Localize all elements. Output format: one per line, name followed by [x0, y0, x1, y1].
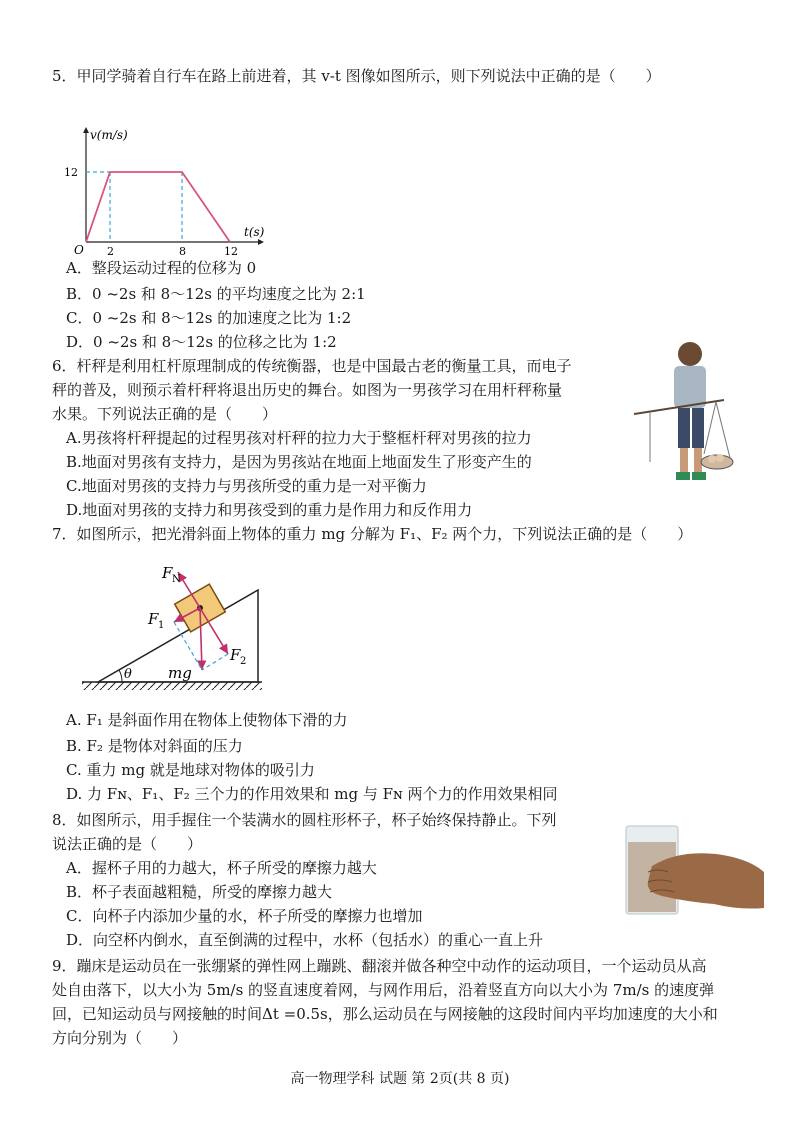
q6-option-b: B.地面对男孩有支持力，是因为男孩站在地面上地面发生了形变产生的: [66, 453, 532, 471]
q7-option-a: A. F₁ 是斜面作用在物体上使物体下滑的力: [66, 711, 348, 729]
fn-subscript: N: [172, 574, 181, 585]
q6-option-c: C.地面对男孩的支持力与男孩所受的重力是一对平衡力: [66, 477, 427, 495]
q8-stem-line-2: 说法正确的是（ ）: [52, 835, 203, 853]
q8-option-a: A．握杯子用的力越大，杯子所受的摩擦力越大: [66, 859, 377, 877]
x-tick-label-0: 2: [107, 245, 114, 258]
q9-stem-line-4: 方向分别为（ ）: [52, 1029, 188, 1047]
q9-stem-line-2: 处自由落下，以大小为 5m/s 的竖直速度着网，与网作用后，沿着竖直方向以大小为 7m/s 的速度弹: [52, 981, 715, 999]
q6-option-a: A.男孩将杆秤提起的过程男孩对杆秤的拉力大于整框杆秤对男孩的拉力: [66, 429, 532, 447]
vt-chart: [56, 86, 306, 260]
incline-force-diagram: [78, 560, 278, 700]
f2-subscript: 2: [240, 656, 247, 667]
q7-option-d: D. 力 Fɴ、F₁、F₂ 三个力的作用效果和 mg 与 Fɴ 两个力的作用效果相同: [66, 785, 558, 803]
q9-stem-line-1: 9．蹦床是运动员在一张绷紧的弹性网上蹦跳、翻滚并做各种空中动作的运动项目，一个运动员从高: [52, 957, 707, 975]
q7-option-b: B. F₂ 是物体对斜面的压力: [66, 737, 243, 755]
y-axis-arrow: [83, 127, 89, 133]
q5-option-c: C．0 ~2s 和 8～12s 的加速度之比为 1:2: [66, 309, 352, 327]
f2-label: F: [230, 646, 241, 664]
vt-series-line: [86, 172, 230, 242]
fn-label: F: [162, 564, 173, 582]
x-axis-label: t(s): [244, 225, 265, 239]
x-tick-label-2: 12: [224, 245, 238, 258]
hand-holding-cup-illustration: [618, 820, 766, 920]
q5-option-d: D．0 ~2s 和 8～12s 的位移之比为 1:2: [66, 333, 337, 351]
q6-option-d: D.地面对男孩的支持力和男孩受到的重力是作用力和反作用力: [66, 501, 473, 519]
q6-stem-line-1: 6．杆秤是利用杠杆原理制成的传统衡器，也是中国最古老的衡量工具，而电子: [52, 357, 572, 375]
q6-stem-line-2: 秤的普及，则预示着杆秤将退出历史的舞台。如图为一男孩学习在用杆秤称量: [52, 381, 563, 399]
q8-option-d: D．向空杯内倒水，直至倒满的过程中，水杯（包括水）的重心一直上升: [66, 931, 544, 949]
q8-stem-line-1: 8．如图所示，用手握住一个装满水的圆柱形杯子，杯子始终保持静止。下列: [52, 811, 557, 829]
q6-stem-line-3: 水果。下列说法正确的是（ ）: [52, 405, 278, 423]
q8-option-c: C．向杯子内添加少量的水，杯子所受的摩擦力也增加: [66, 907, 423, 925]
q8-option-b: B．杯子表面越粗糙，所受的摩擦力越大: [66, 883, 333, 901]
boy-steelyard-illustration: [630, 334, 750, 496]
mg-label: mg: [168, 664, 192, 682]
x-axis-arrow: [258, 239, 264, 245]
q5-stem: 5．甲同学骑着自行车在路上前进着，其 v-t 图像如图所示，则下列说法中正确的是（ ）: [52, 67, 661, 85]
x-tick-label-1: 8: [179, 245, 186, 258]
y-tick-label-0: 12: [64, 166, 78, 180]
f1-subscript: 1: [158, 620, 165, 631]
q5-option-a: A．整段运动过程的位移为 0: [66, 259, 257, 277]
origin-label: O: [74, 243, 84, 257]
q7-stem: 7．如图所示，把光滑斜面上物体的重力 mg 分解为 F₁、F₂ 两个力，下列说法正确的是（ ）: [52, 525, 693, 543]
f1-label: F: [148, 610, 159, 628]
y-axis-label: v(m/s): [90, 128, 128, 143]
q5-option-b: B．0 ~2s 和 8～12s 的平均速度之比为 2:1: [66, 285, 366, 303]
q7-option-c: C. 重力 mg 就是地球对物体的吸引力: [66, 761, 315, 779]
theta-label: θ: [124, 667, 132, 682]
q9-stem-line-3: 回，已知运动员与网接触的时间Δt =0.5s，那么运动员在与网接触的这段时间内平均加速度的大小和: [52, 1005, 718, 1023]
page-footer: 高一物理学科 试题 第 2页(共 8 页): [290, 1071, 510, 1087]
